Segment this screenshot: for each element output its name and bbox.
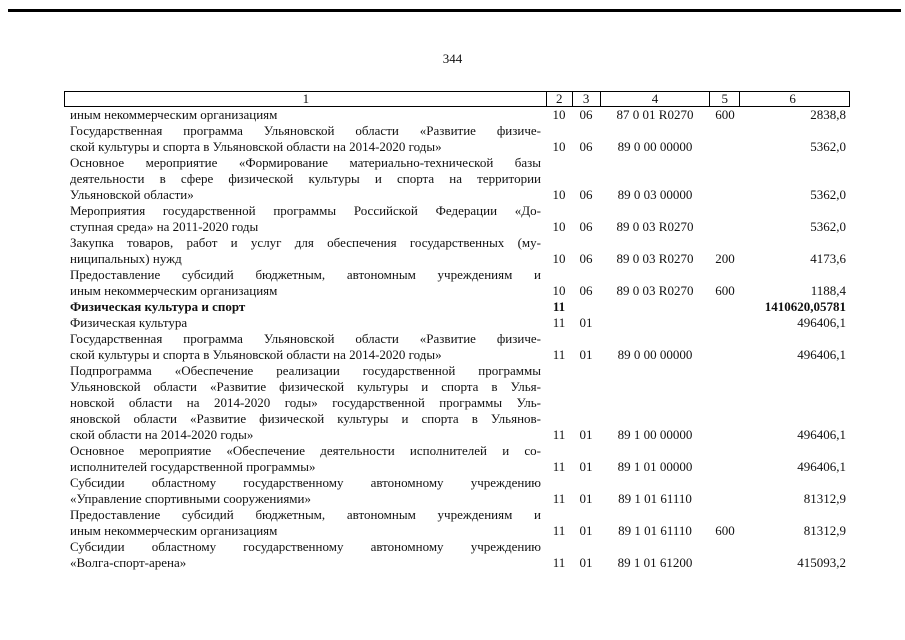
subsection-code: 01 xyxy=(579,523,593,538)
description-line: Подпрограмма «Обеспечение реализации государственной программы xyxy=(70,363,541,378)
table-body xyxy=(64,107,850,571)
description-line: Субсидии областному государственному автономному учреждению xyxy=(70,475,541,490)
amount: 415093,2 xyxy=(797,555,846,570)
amount: 496406,1 xyxy=(797,315,846,330)
section-code: 10 xyxy=(552,139,566,154)
description-line: Ульяновской области» xyxy=(70,187,194,202)
row-description xyxy=(64,475,546,507)
table-row xyxy=(64,123,850,155)
section-code: 11 xyxy=(552,523,566,538)
description-line: Физическая культура и спорт xyxy=(70,299,246,314)
target-article-code: 87 0 01 R0270 xyxy=(616,107,694,122)
subsection-code: 06 xyxy=(579,283,593,298)
budget-table xyxy=(64,91,850,571)
amount: 2838,8 xyxy=(810,107,846,122)
table-header xyxy=(64,91,850,107)
description-line: Мероприятия государственной программы Российской Федерации «До- xyxy=(70,203,541,218)
subsection-code: 06 xyxy=(579,139,593,154)
target-article-code: 89 1 01 61200 xyxy=(617,555,693,570)
row-description xyxy=(64,155,546,203)
section-code: 11 xyxy=(552,299,566,314)
amount: 5362,0 xyxy=(810,187,846,202)
section-code: 10 xyxy=(552,283,566,298)
description-line: иным некоммерческим организациям xyxy=(70,523,278,538)
target-article-code: 89 1 01 61110 xyxy=(618,523,692,538)
description-line: Предоставление субсидий бюджетным, автономным учреждениям и xyxy=(70,267,541,282)
description-line: ской культуры и спорта в Ульяновской области на 2014-2020 годы» xyxy=(70,139,442,154)
table-row xyxy=(64,331,850,363)
header-col-1: 1 xyxy=(302,91,310,106)
section-code: 11 xyxy=(552,347,566,362)
description-line: исполнителей государственной программы» xyxy=(70,459,316,474)
description-line: яновской области «Развитие физической культуры и спорта в Ульянов- xyxy=(70,411,541,426)
table-row xyxy=(64,507,850,539)
table-row xyxy=(64,235,850,267)
amount: 1188,4 xyxy=(810,283,846,298)
amount: 81312,9 xyxy=(803,491,846,506)
header-col-2: 2 xyxy=(546,92,572,106)
subsection-code: 06 xyxy=(579,219,593,234)
target-article-code: 89 0 03 R0270 xyxy=(616,283,694,298)
subsection-code: 01 xyxy=(579,427,593,442)
amount: 4173,6 xyxy=(810,251,846,266)
description-line: Основное мероприятие «Формирование материально-технической базы xyxy=(70,155,541,170)
amount: 5362,0 xyxy=(810,219,846,234)
table-row xyxy=(64,267,850,299)
row-description xyxy=(64,315,546,331)
amount: 496406,1 xyxy=(797,459,846,474)
description-line: Основное мероприятие «Обеспечение деятельности исполнителей и со- xyxy=(70,443,541,458)
expense-type-code: 600 xyxy=(715,523,735,538)
description-line: Физическая культура xyxy=(70,315,188,330)
expense-type-code: 600 xyxy=(715,283,735,298)
header-col-5: 5 xyxy=(709,92,739,106)
description-line: иным некоммерческим организациям xyxy=(70,283,278,298)
description-line: иным некоммерческим организациям xyxy=(70,107,278,122)
row-description xyxy=(64,107,546,123)
description-line: деятельности в сфере физической культуры и спорта на территории xyxy=(70,171,541,186)
row-description xyxy=(64,203,546,235)
row-description xyxy=(64,267,546,299)
description-line: «Волга-спорт-арена» xyxy=(70,555,187,570)
section-code: 10 xyxy=(552,107,566,122)
description-line: новской области на 2014-2020 годы» государственной программы Уль- xyxy=(70,395,541,410)
description-line: Закупка товаров, работ и услуг для обеспечения государственных (му- xyxy=(70,235,541,250)
description-line: ступная среда» на 2011-2020 годы xyxy=(70,219,259,234)
table-row xyxy=(64,299,850,315)
description-line: ской области на 2014-2020 годы» xyxy=(70,427,254,442)
description-line: Государственная программа Ульяновской области «Развитие физиче- xyxy=(70,331,541,346)
subsection-code: 01 xyxy=(579,491,593,506)
description-line: ской культуры и спорта в Ульяновской области на 2014-2020 годы» xyxy=(70,347,442,362)
row-description xyxy=(64,443,546,475)
row-description xyxy=(64,539,546,571)
subsection-code: 01 xyxy=(579,555,593,570)
header-col-3: 3 xyxy=(572,92,600,106)
subsection-code: 01 xyxy=(579,315,593,330)
description-line: «Управление спортивными сооружениями» xyxy=(70,491,311,506)
subsection-code: 06 xyxy=(579,187,593,202)
subsection-code: 06 xyxy=(579,251,593,266)
target-article-code: 89 1 00 00000 xyxy=(617,427,693,442)
row-description xyxy=(64,507,546,539)
table-row xyxy=(64,539,850,571)
description-line: Государственная программа Ульяновской области «Развитие физиче- xyxy=(70,123,541,138)
target-article-code: 89 1 01 61110 xyxy=(618,491,692,506)
description-line: Субсидии областному государственному автономному учреждению xyxy=(70,539,541,554)
section-code: 10 xyxy=(552,219,566,234)
section-code: 11 xyxy=(552,459,566,474)
subsection-code: 06 xyxy=(579,107,593,122)
section-code: 11 xyxy=(552,555,566,570)
table-row xyxy=(64,475,850,507)
subsection-code: 01 xyxy=(579,459,593,474)
description-line: Ульяновской области «Развитие физической культуры и спорта в Улья- xyxy=(70,379,541,394)
expense-type-code: 600 xyxy=(715,107,735,122)
top-rule xyxy=(8,9,901,12)
table-row xyxy=(64,107,850,123)
row-description xyxy=(64,363,546,443)
target-article-code: 89 1 01 00000 xyxy=(617,459,693,474)
section-code: 11 xyxy=(552,491,566,506)
row-description xyxy=(64,331,546,363)
section-code: 10 xyxy=(552,187,566,202)
header-col-6: 6 xyxy=(739,92,849,106)
section-code: 11 xyxy=(552,427,566,442)
amount: 496406,1 xyxy=(797,427,846,442)
amount: 1410620,05781 xyxy=(764,299,846,314)
table-row xyxy=(64,363,850,443)
row-description xyxy=(64,123,546,155)
amount: 5362,0 xyxy=(810,139,846,154)
description-line: Предоставление субсидий бюджетным, автономным учреждениям и xyxy=(70,507,541,522)
section-code: 11 xyxy=(552,315,566,330)
row-description xyxy=(64,299,546,315)
expense-type-code: 200 xyxy=(715,251,735,266)
table-row xyxy=(64,315,850,331)
page-number: 344 xyxy=(442,51,463,66)
target-article-code: 89 0 03 R0270 xyxy=(616,219,694,234)
target-article-code: 89 0 00 00000 xyxy=(617,347,693,362)
target-article-code: 89 0 00 00000 xyxy=(617,139,693,154)
target-article-code: 89 0 03 00000 xyxy=(617,187,693,202)
table-row xyxy=(64,155,850,203)
header-col-4: 4 xyxy=(600,92,710,106)
table-row xyxy=(64,443,850,475)
target-article-code: 89 0 03 R0270 xyxy=(616,251,694,266)
section-code: 10 xyxy=(552,251,566,266)
amount: 496406,1 xyxy=(797,347,846,362)
amount: 81312,9 xyxy=(803,523,846,538)
subsection-code: 01 xyxy=(579,347,593,362)
row-description xyxy=(64,235,546,267)
table-row xyxy=(64,203,850,235)
description-line: ниципальных) нужд xyxy=(70,251,182,266)
